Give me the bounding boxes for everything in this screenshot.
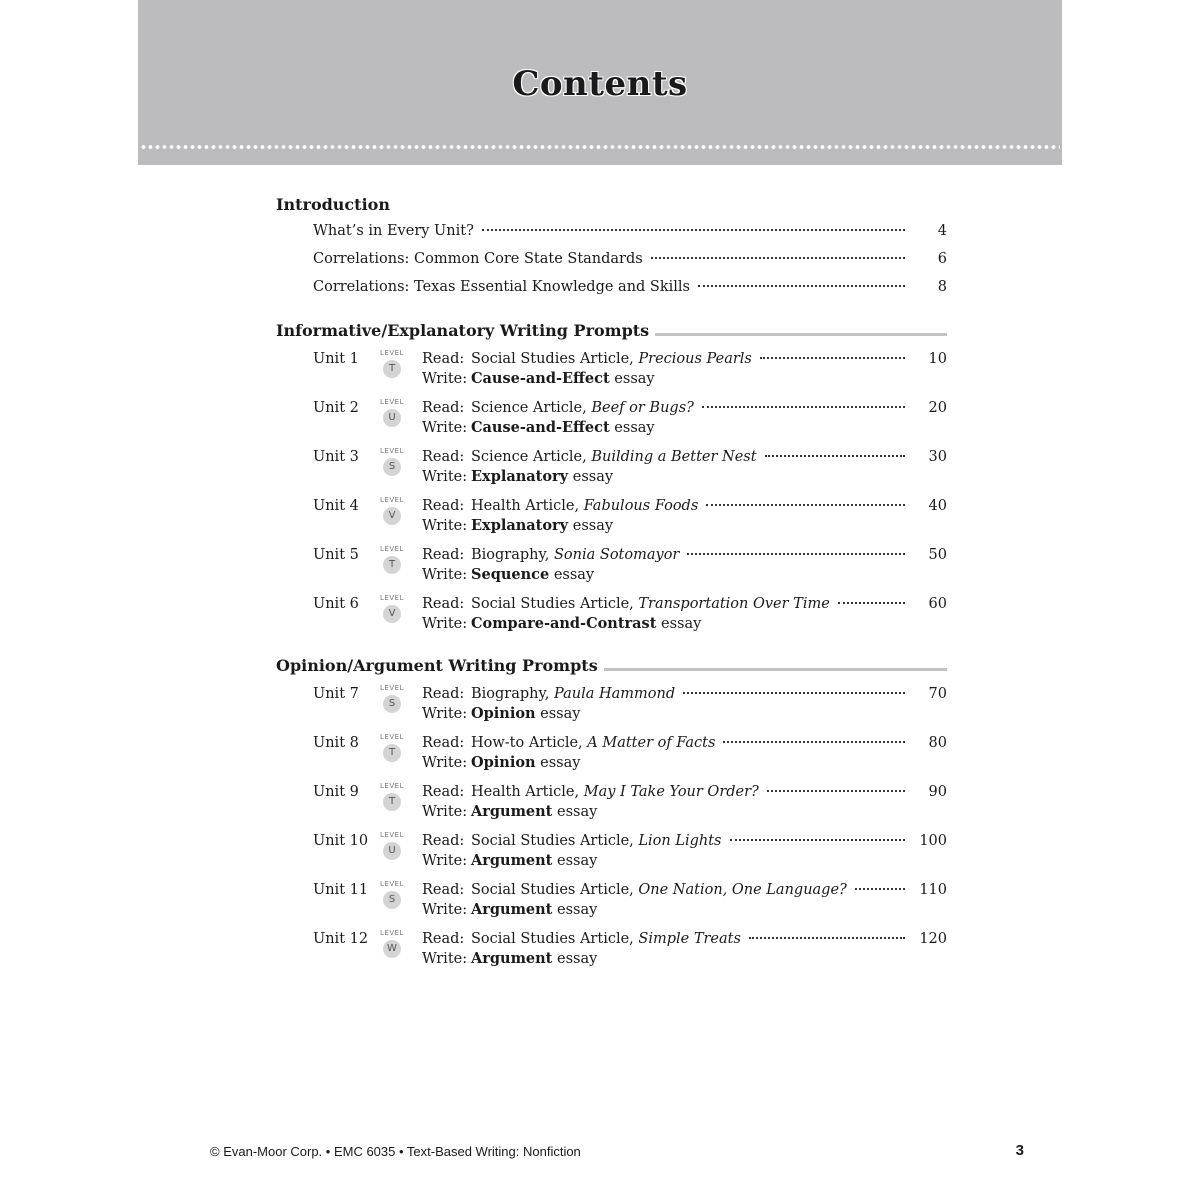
read-label: Read: [422, 498, 465, 514]
dot-leader [838, 602, 905, 604]
essay-word: essay [540, 706, 581, 722]
read-label: Read: [422, 784, 465, 800]
level-indicator [379, 880, 405, 916]
write-line [422, 901, 597, 918]
toc-entry[interactable] [313, 251, 947, 271]
footer-credit: © Evan-Moor Corp. • EMC 6035 • Text-Based Writing: Nonfiction [210, 1144, 581, 1159]
dot-leader [760, 357, 905, 359]
article-title: May I Take Your Order? [583, 784, 759, 800]
page-number: 110 [919, 882, 947, 898]
level-word: LEVEL [380, 349, 404, 357]
essay-word: essay [553, 567, 595, 583]
article-title: Lion Lights [638, 833, 722, 849]
dot-leader [730, 839, 906, 841]
genre: Social Studies Article, [471, 351, 634, 367]
page-title: Contents [512, 64, 688, 104]
read-label: Read: [422, 449, 465, 465]
level-word: LEVEL [380, 398, 404, 406]
article-title: Beef or Bugs? [591, 400, 694, 416]
level-indicator [379, 594, 405, 630]
genre: Social Studies Article, [471, 596, 634, 612]
unit-entry[interactable] [313, 596, 947, 636]
unit-entry[interactable] [313, 931, 947, 971]
essay-word: essay [614, 371, 655, 387]
read-label: Read: [422, 735, 465, 751]
section-introduction [276, 193, 947, 215]
essay-type: Explanatory [471, 517, 569, 534]
toc-entry-text: Correlations: Common Core State Standards [313, 251, 643, 267]
unit-entry[interactable] [313, 400, 947, 440]
level-badge: T [383, 744, 401, 762]
write-label: Write: [422, 567, 468, 583]
page-number: 90 [928, 784, 947, 800]
essay-word: essay [661, 616, 702, 632]
page-number: 50 [928, 547, 947, 563]
dot-leader [723, 741, 905, 743]
dot-leader [767, 790, 905, 792]
write-label: Write: [422, 853, 468, 869]
read-line [422, 400, 947, 420]
level-badge: V [383, 507, 401, 525]
level-badge: W [383, 940, 401, 958]
level-word: LEVEL [380, 929, 404, 937]
genre: How-to Article, [471, 735, 583, 751]
essay-word: essay [557, 853, 598, 869]
section-informative [276, 319, 947, 341]
article-title: One Nation, One Language? [638, 882, 847, 898]
level-indicator [379, 398, 405, 434]
write-line [422, 852, 597, 869]
genre: Social Studies Article, [471, 833, 634, 849]
essay-type: Opinion [471, 754, 536, 771]
genre: Biography, [471, 686, 550, 702]
dot-leader [651, 257, 905, 259]
write-label: Write: [422, 755, 468, 771]
read-label: Read: [422, 351, 465, 367]
write-label: Write: [422, 420, 468, 436]
unit-label: Unit 2 [313, 400, 359, 416]
page-number: 120 [919, 931, 947, 947]
write-label: Write: [422, 804, 468, 820]
essay-type: Argument [471, 901, 553, 918]
dot-leader [683, 692, 905, 694]
essay-type: Compare-and-Contrast [471, 615, 657, 632]
dot-leader [482, 229, 905, 231]
essay-type: Sequence [471, 566, 550, 583]
essay-word: essay [557, 804, 598, 820]
essay-type: Cause-and-Effect [471, 370, 610, 387]
essay-type: Opinion [471, 705, 536, 722]
genre: Biography, [471, 547, 550, 563]
page-number: 8 [937, 279, 947, 295]
unit-entry[interactable] [313, 449, 947, 489]
essay-word: essay [572, 518, 614, 534]
level-indicator [379, 831, 405, 867]
write-label: Write: [422, 518, 468, 534]
read-line [422, 735, 947, 755]
section-title: Informative/Explanatory Writing Prompts [276, 320, 650, 340]
read-label: Read: [422, 400, 465, 416]
section-rule [604, 668, 947, 671]
toc-entry[interactable] [313, 279, 947, 299]
level-indicator [379, 929, 405, 965]
write-line [422, 950, 597, 967]
level-badge: U [383, 842, 401, 860]
article-title: A Matter of Facts [587, 735, 716, 751]
unit-entry[interactable] [313, 735, 947, 775]
level-indicator [379, 447, 405, 483]
dot-leader [765, 455, 905, 457]
level-word: LEVEL [380, 831, 404, 839]
section-title: Introduction [276, 194, 390, 214]
read-line [422, 931, 947, 951]
unit-entry[interactable] [313, 686, 947, 726]
level-indicator [379, 496, 405, 532]
essay-type: Cause-and-Effect [471, 419, 610, 436]
level-word: LEVEL [380, 733, 404, 741]
read-line [422, 686, 947, 706]
unit-label: Unit 12 [313, 931, 369, 947]
unit-label: Unit 8 [313, 735, 359, 751]
write-line [422, 419, 655, 436]
read-line [422, 498, 947, 518]
unit-entry[interactable] [313, 351, 947, 391]
write-label: Write: [422, 469, 468, 485]
write-line [422, 615, 701, 632]
write-label: Write: [422, 371, 468, 387]
dot-leader [855, 888, 905, 890]
level-badge: T [383, 556, 401, 574]
dot-leader [702, 406, 905, 408]
unit-label: Unit 6 [313, 596, 359, 612]
unit-label: Unit 1 [313, 351, 359, 367]
write-line [422, 566, 594, 583]
header-band [138, 0, 1062, 165]
essay-type: Argument [471, 852, 553, 869]
page-number: 80 [928, 735, 947, 751]
section-title: Opinion/Argument Writing Prompts [276, 655, 598, 675]
dot-leader [698, 285, 905, 287]
level-badge: S [383, 891, 401, 909]
level-indicator [379, 733, 405, 769]
level-word: LEVEL [380, 880, 404, 888]
essay-word: essay [540, 755, 581, 771]
genre: Health Article, [471, 498, 580, 514]
level-indicator [379, 782, 405, 818]
dot-leader [749, 937, 905, 939]
toc-entry[interactable] [313, 223, 947, 243]
level-word: LEVEL [380, 594, 404, 602]
essay-word: essay [557, 951, 598, 967]
level-indicator [379, 684, 405, 720]
write-line [422, 754, 580, 771]
article-title: Precious Pearls [638, 351, 752, 367]
level-badge: U [383, 409, 401, 427]
article-title: Paula Hammond [554, 686, 676, 702]
read-label: Read: [422, 596, 465, 612]
dot-leader [706, 504, 905, 506]
page-number: 30 [928, 449, 947, 465]
unit-label: Unit 9 [313, 784, 359, 800]
page-number: 10 [928, 351, 947, 367]
genre: Health Article, [471, 784, 580, 800]
read-line [422, 351, 947, 371]
read-line [422, 882, 947, 902]
unit-label: Unit 3 [313, 449, 359, 465]
unit-entry[interactable] [313, 784, 947, 824]
essay-type: Argument [471, 803, 553, 820]
level-word: LEVEL [380, 782, 404, 790]
page-number: 70 [928, 686, 947, 702]
read-line [422, 833, 947, 853]
read-line [422, 596, 947, 616]
unit-entry[interactable] [313, 833, 947, 873]
read-label: Read: [422, 931, 465, 947]
section-rule [655, 333, 947, 336]
write-label: Write: [422, 902, 468, 918]
write-label: Write: [422, 951, 468, 967]
page-number: 4 [937, 223, 947, 239]
level-word: LEVEL [380, 684, 404, 692]
level-word: LEVEL [380, 545, 404, 553]
level-word: LEVEL [380, 496, 404, 504]
level-badge: S [383, 458, 401, 476]
page-number: 6 [937, 251, 947, 267]
write-line [422, 370, 655, 387]
read-label: Read: [422, 686, 465, 702]
page-number: 20 [928, 400, 947, 416]
unit-label: Unit 11 [313, 882, 369, 898]
unit-label: Unit 7 [313, 686, 359, 702]
page-number: 60 [928, 596, 947, 612]
write-label: Write: [422, 706, 468, 722]
article-title: Fabulous Foods [583, 498, 699, 514]
dotted-divider [140, 144, 1060, 150]
page-number: 100 [919, 833, 947, 849]
level-indicator [379, 545, 405, 581]
toc-entry-text: Correlations: Texas Essential Knowledge and Skills [313, 279, 690, 295]
genre: Science Article, [471, 400, 587, 416]
essay-type: Argument [471, 950, 553, 967]
section-opinion [276, 654, 947, 676]
genre: Science Article, [471, 449, 587, 465]
footer-page-number: 3 [1015, 1142, 1024, 1159]
write-label: Write: [422, 616, 468, 632]
write-line [422, 468, 613, 485]
unit-label: Unit 5 [313, 547, 359, 563]
level-badge: S [383, 695, 401, 713]
unit-label: Unit 4 [313, 498, 359, 514]
essay-type: Explanatory [471, 468, 569, 485]
level-word: LEVEL [380, 447, 404, 455]
write-line [422, 705, 580, 722]
write-line [422, 803, 597, 820]
read-label: Read: [422, 833, 465, 849]
read-label: Read: [422, 547, 465, 563]
genre: Social Studies Article, [471, 882, 634, 898]
genre: Social Studies Article, [471, 931, 634, 947]
toc-entry-text: What’s in Every Unit? [313, 223, 474, 239]
dot-leader [687, 553, 905, 555]
essay-word: essay [614, 420, 655, 436]
unit-entry[interactable] [313, 498, 947, 538]
unit-entry[interactable] [313, 547, 947, 587]
write-line [422, 517, 613, 534]
unit-entry[interactable] [313, 882, 947, 922]
article-title: Simple Treats [638, 931, 741, 947]
read-label: Read: [422, 882, 465, 898]
read-line [422, 449, 947, 469]
essay-word: essay [557, 902, 598, 918]
page-number: 40 [928, 498, 947, 514]
essay-word: essay [572, 469, 614, 485]
read-line [422, 784, 947, 804]
article-title: Building a Better Nest [591, 449, 757, 465]
read-line [422, 547, 947, 567]
level-indicator [379, 349, 405, 385]
level-badge: T [383, 360, 401, 378]
level-badge: V [383, 605, 401, 623]
article-title: Transportation Over Time [638, 596, 830, 612]
unit-label: Unit 10 [313, 833, 369, 849]
article-title: Sonia Sotomayor [554, 547, 680, 563]
level-badge: T [383, 793, 401, 811]
